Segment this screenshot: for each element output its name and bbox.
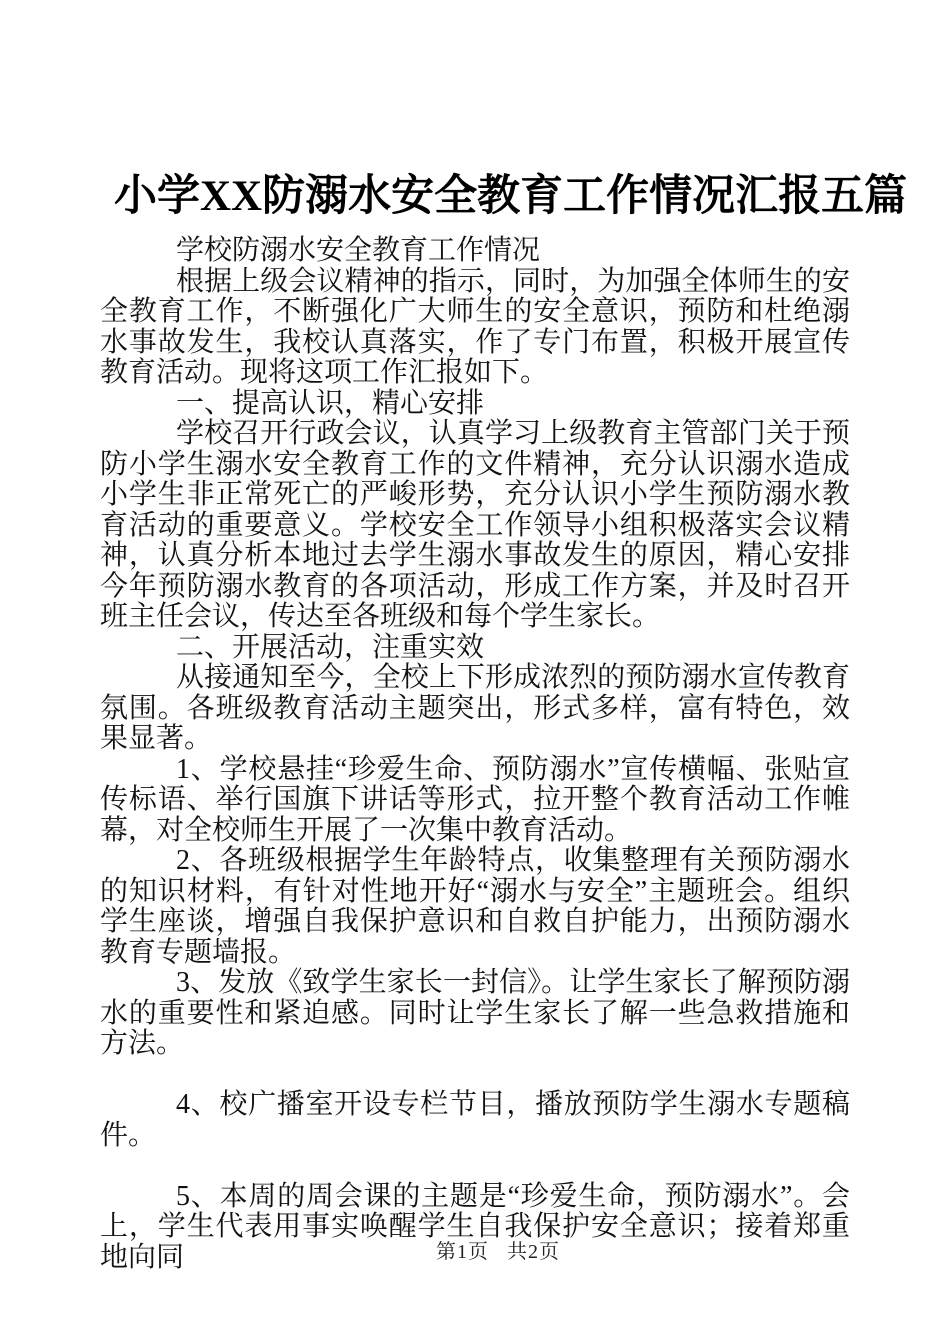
- paragraph: 1、学校悬挂“珍爱生命、预防溺水”宣传横幅、张贴宣传标语、举行国旗下讲话等形式，拉开整个教育活动工作帷幕，对全校师生开展了一次集中教育活动。: [100, 753, 850, 846]
- paragraph: 从接通知至今，全校上下形成浓烈的预防溺水宣传教育氛围。各班级教育活动主题突出，形式多样，富有特色，效果显著。: [100, 662, 850, 754]
- paragraph: 学校召开行政会议，认真学习上级教育主管部门关于预防小学生溺水安全教育工作的文件精神，充分认识溺水造成小学生非正常死亡的严峻形势，充分认识小学生预防溺水教育活动的重要意义。学校安全工作领导小组积极落实会议精神，认真分析本地过去学生溺水事故发生的原因，精心安排今年预防溺水教育的各项活动，形成工作方案，并及时召开班主任会议，传达至各班级和每个学生家长。: [100, 418, 850, 632]
- page-footer: [436, 1240, 560, 1264]
- paragraph: 5、本周的周会课的主题是“珍爱生命，预防溺水”。会上，学生代表用事实唤醒学生自我保护安全意识；接着郑重地向同: [100, 1180, 850, 1273]
- page-count-label: 共2页: [507, 1241, 560, 1263]
- paragraph: 4、校广播室开设专栏节目，播放预防学生溺水专题稿件。: [100, 1089, 850, 1151]
- paragraph: 3、发放《致学生家长一封信》。让学生家长了解预防溺水的重要性和紧迫感。同时让学生家长了解一些急救措施和方法。: [100, 967, 850, 1059]
- page-number-label: 第1页: [436, 1241, 489, 1263]
- document-title: 小学XX防溺水安全教育工作情况汇报五篇: [114, 173, 908, 220]
- paragraph: 学校防溺水安全教育工作情况: [176, 235, 541, 266]
- paragraph: 二、开展活动，注重实效: [176, 631, 485, 663]
- document-body: [100, 236, 850, 1273]
- paragraph: 一、提高认识，精心安排: [176, 387, 485, 419]
- paragraph: 根据上级会议精神的指示，同时，为加强全体师生的安全教育工作，不断强化广大师生的安全意识，预防和杜绝溺水事故发生，我校认真落实，作了专门布置，积极开展宣传教育活动。现将这项工作汇报如下。: [100, 265, 850, 388]
- paragraph: 2、各班级根据学生年龄特点，收集整理有关预防溺水的知识材料，有针对性地开好“溺水与安全”主题班会。组织学生座谈，增强自我保护意识和自救自护能力，出预防溺水教育专题墙报。: [100, 845, 850, 968]
